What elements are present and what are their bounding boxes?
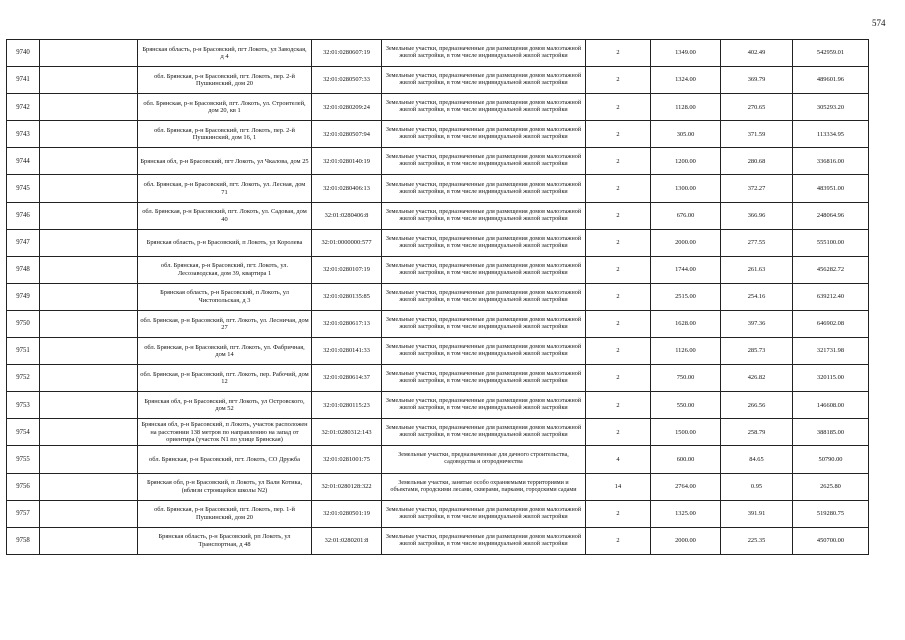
- table-row: [7, 500, 869, 527]
- land-use-cell: Земельные участки, предназначенные для размещения домов малоэтажной жилой застройки, в том числе индивидуальной жилой застройки: [382, 202, 586, 229]
- table-row: [7, 121, 869, 148]
- address-cell: обл. Брянская, р-н Брасовский, пгт. Локоть, ул. Строителей, дом 20, кв 1: [138, 94, 312, 121]
- page-number: 574: [872, 18, 886, 28]
- address-cell: обл. Брянская, р-н Брасовский, пгт. Локоть, пер. 1-й Пушкинский, дом 20: [138, 500, 312, 527]
- address-cell: Брянская область, р-н Брасовский, п Локоть, ул Чистопольская, д 3: [138, 283, 312, 310]
- cadastral-number-cell: 32:01:0280209:24: [312, 94, 382, 121]
- row-number-cell: 9743: [7, 121, 40, 148]
- use-code-cell: 2: [586, 121, 651, 148]
- address-cell: обл. Брянская, р-н Брасовский, пгт. Локоть, ул. Лесозаводская, дом 39, квартира 1: [138, 256, 312, 283]
- table-row: [7, 148, 869, 175]
- use-code-cell: 2: [586, 338, 651, 365]
- use-code-cell: 2: [586, 175, 651, 202]
- specific-value-cell: 0.95: [721, 473, 793, 500]
- land-use-cell: Земельные участки, занятые особо охраняемыми территориями и объектами, городскими лесами, скверами, парками, городскими садами: [382, 473, 586, 500]
- cadastral-value-cell: 321731.98: [793, 338, 869, 365]
- specific-value-cell: 402.49: [721, 40, 793, 67]
- use-code-cell: 2: [586, 392, 651, 419]
- empty-cell: [40, 365, 138, 392]
- table-row: [7, 446, 869, 473]
- address-cell: обл. Брянская, р-н Брасовский, пгт. Локоть, СО Дружба: [138, 446, 312, 473]
- table-row: [7, 202, 869, 229]
- use-code-cell: 2: [586, 229, 651, 256]
- land-use-cell: Земельные участки, предназначенные для размещения домов малоэтажной жилой застройки, в том числе индивидуальной жилой застройки: [382, 500, 586, 527]
- row-number-cell: 9747: [7, 229, 40, 256]
- specific-value-cell: 84.65: [721, 446, 793, 473]
- address-cell: Брянская область, р-н Брасовский, п Локоть, ул Королева: [138, 229, 312, 256]
- address-cell: Брянская область, р-н Брасовский, пгт Локоть, ул Заводская, д 4: [138, 40, 312, 67]
- use-code-cell: 2: [586, 419, 651, 446]
- specific-value-cell: 280.68: [721, 148, 793, 175]
- cadastral-value-cell: 388185.00: [793, 419, 869, 446]
- area-cell: 1300.00: [651, 175, 721, 202]
- specific-value-cell: 277.55: [721, 229, 793, 256]
- cadastral-number-cell: 32:01:0281001:75: [312, 446, 382, 473]
- use-code-cell: 2: [586, 283, 651, 310]
- area-cell: 676.00: [651, 202, 721, 229]
- address-cell: Брянская обл, р-н Брасовский, п Локоть, участок расположен на расстоянии 138 метров по направлению на запад от ориентира (участок N1 по улице Брянская): [138, 419, 312, 446]
- cadastral-value-cell: 146608.00: [793, 392, 869, 419]
- area-cell: 1325.00: [651, 500, 721, 527]
- address-cell: обл. Брянская, р-н Брасовский, пгт. Локоть, пер. 2-й Пушкинский, дом 20: [138, 67, 312, 94]
- address-cell: обл. Брянская, р-н Брасовский, пгт. Локоть, пер. Рабочий, дом 12: [138, 365, 312, 392]
- land-use-cell: Земельные участки, предназначенные для размещения домов малоэтажной жилой застройки, в том числе индивидуальной жилой застройки: [382, 40, 586, 67]
- empty-cell: [40, 256, 138, 283]
- land-use-cell: Земельные участки, предназначенные для размещения домов малоэтажной жилой застройки, в том числе индивидуальной жилой застройки: [382, 419, 586, 446]
- table-row: [7, 67, 869, 94]
- empty-cell: [40, 473, 138, 500]
- empty-cell: [40, 446, 138, 473]
- empty-cell: [40, 67, 138, 94]
- specific-value-cell: 258.79: [721, 419, 793, 446]
- cadastral-value-cell: 483951.00: [793, 175, 869, 202]
- area-cell: 1128.00: [651, 94, 721, 121]
- use-code-cell: 2: [586, 148, 651, 175]
- use-code-cell: 2: [586, 256, 651, 283]
- cadastral-value-cell: 456282.72: [793, 256, 869, 283]
- cadastral-number-cell: 32:01:0280140:19: [312, 148, 382, 175]
- empty-cell: [40, 527, 138, 554]
- row-number-cell: 9750: [7, 310, 40, 337]
- land-use-cell: Земельные участки, предназначенные для размещения домов малоэтажной жилой застройки, в том числе индивидуальной жилой застройки: [382, 121, 586, 148]
- table-row: [7, 419, 869, 446]
- use-code-cell: 2: [586, 40, 651, 67]
- empty-cell: [40, 283, 138, 310]
- land-use-cell: Земельные участки, предназначенные для размещения домов малоэтажной жилой застройки, в том числе индивидуальной жилой застройки: [382, 310, 586, 337]
- row-number-cell: 9749: [7, 283, 40, 310]
- area-cell: 1200.00: [651, 148, 721, 175]
- cadastral-number-cell: 32:01:0280507:33: [312, 67, 382, 94]
- address-cell: обл. Брянская, р-н Брасовский, пгт. Локоть, ул. Фабричная, дом 14: [138, 338, 312, 365]
- use-code-cell: 2: [586, 365, 651, 392]
- use-code-cell: 2: [586, 500, 651, 527]
- land-use-cell: Земельные участки, предназначенные для размещения домов малоэтажной жилой застройки, в том числе индивидуальной жилой застройки: [382, 527, 586, 554]
- use-code-cell: 2: [586, 202, 651, 229]
- specific-value-cell: 266.56: [721, 392, 793, 419]
- area-cell: 550.00: [651, 392, 721, 419]
- area-cell: 600.00: [651, 446, 721, 473]
- row-number-cell: 9751: [7, 338, 40, 365]
- empty-cell: [40, 121, 138, 148]
- empty-cell: [40, 338, 138, 365]
- cadastral-value-cell: 50790.00: [793, 446, 869, 473]
- land-use-cell: Земельные участки, предназначенные для размещения домов малоэтажной жилой застройки, в том числе индивидуальной жилой застройки: [382, 392, 586, 419]
- cadastral-value-cell: 113334.95: [793, 121, 869, 148]
- address-cell: Брянская обл, р-н Брасовский, пгт Локоть, ул Чкалова, дом 25: [138, 148, 312, 175]
- row-number-cell: 9758: [7, 527, 40, 554]
- empty-cell: [40, 40, 138, 67]
- table-row: [7, 40, 869, 67]
- land-use-cell: Земельные участки, предназначенные для размещения домов малоэтажной жилой застройки, в том числе индивидуальной жилой застройки: [382, 94, 586, 121]
- cadastral-number-cell: 32:01:0280312:143: [312, 419, 382, 446]
- land-use-cell: Земельные участки, предназначенные для размещения домов малоэтажной жилой застройки, в том числе индивидуальной жилой застройки: [382, 365, 586, 392]
- row-number-cell: 9753: [7, 392, 40, 419]
- cadastral-number-cell: 32:01:0280128:322: [312, 473, 382, 500]
- cadastral-value-cell: 555100.00: [793, 229, 869, 256]
- row-number-cell: 9752: [7, 365, 40, 392]
- area-cell: 2764.00: [651, 473, 721, 500]
- cadastral-number-cell: 32:01:0280614:37: [312, 365, 382, 392]
- row-number-cell: 9757: [7, 500, 40, 527]
- empty-cell: [40, 175, 138, 202]
- use-code-cell: 2: [586, 310, 651, 337]
- specific-value-cell: 254.16: [721, 283, 793, 310]
- area-cell: 2000.00: [651, 229, 721, 256]
- empty-cell: [40, 310, 138, 337]
- land-use-cell: Земельные участки, предназначенные для дачного строительства, садоводства и огородничества: [382, 446, 586, 473]
- use-code-cell: 2: [586, 527, 651, 554]
- area-cell: 305.00: [651, 121, 721, 148]
- empty-cell: [40, 148, 138, 175]
- cadastral-number-cell: 32:01:0000000:577: [312, 229, 382, 256]
- cadastral-value-cell: 519280.75: [793, 500, 869, 527]
- cadastral-value-cell: 639212.40: [793, 283, 869, 310]
- specific-value-cell: 285.73: [721, 338, 793, 365]
- specific-value-cell: 397.36: [721, 310, 793, 337]
- row-number-cell: 9754: [7, 419, 40, 446]
- cadastral-value-cell: 305293.20: [793, 94, 869, 121]
- specific-value-cell: 270.65: [721, 94, 793, 121]
- cadastral-number-cell: 32:01:0280107:19: [312, 256, 382, 283]
- cadastral-value-cell: 450700.00: [793, 527, 869, 554]
- table-row: [7, 527, 869, 554]
- cadastral-number-cell: 32:01:0280406:13: [312, 175, 382, 202]
- table-row: [7, 392, 869, 419]
- specific-value-cell: 426.82: [721, 365, 793, 392]
- row-number-cell: 9756: [7, 473, 40, 500]
- use-code-cell: 2: [586, 94, 651, 121]
- cadastral-number-cell: 32:01:0280406:8: [312, 202, 382, 229]
- empty-cell: [40, 500, 138, 527]
- land-use-cell: Земельные участки, предназначенные для размещения домов малоэтажной жилой застройки, в том числе индивидуальной жилой застройки: [382, 283, 586, 310]
- table-row: [7, 256, 869, 283]
- address-cell: обл. Брянская, р-н Брасовский, пгт. Локоть, ул. Садовая, дом 40: [138, 202, 312, 229]
- cadastral-number-cell: 32:01:0280201:8: [312, 527, 382, 554]
- row-number-cell: 9745: [7, 175, 40, 202]
- row-number-cell: 9746: [7, 202, 40, 229]
- empty-cell: [40, 419, 138, 446]
- cadastral-value-cell: 2625.80: [793, 473, 869, 500]
- area-cell: 1349.00: [651, 40, 721, 67]
- cadastral-number-cell: 32:01:0280507:94: [312, 121, 382, 148]
- empty-cell: [40, 392, 138, 419]
- cadastral-value-table: [6, 39, 869, 555]
- address-cell: обл. Брянская, р-н Брасовский, пгт. Локоть, ул. Лесная, дом 71: [138, 175, 312, 202]
- area-cell: 1324.00: [651, 67, 721, 94]
- use-code-cell: 4: [586, 446, 651, 473]
- row-number-cell: 9744: [7, 148, 40, 175]
- area-cell: 2000.00: [651, 527, 721, 554]
- land-use-cell: Земельные участки, предназначенные для размещения домов малоэтажной жилой застройки, в том числе индивидуальной жилой застройки: [382, 175, 586, 202]
- cadastral-number-cell: 32:01:0280135:85: [312, 283, 382, 310]
- area-cell: 2515.00: [651, 283, 721, 310]
- empty-cell: [40, 229, 138, 256]
- specific-value-cell: 225.35: [721, 527, 793, 554]
- specific-value-cell: 261.63: [721, 256, 793, 283]
- specific-value-cell: 372.27: [721, 175, 793, 202]
- cadastral-number-cell: 32:01:0280617:13: [312, 310, 382, 337]
- specific-value-cell: 369.79: [721, 67, 793, 94]
- cadastral-value-cell: 489601.96: [793, 67, 869, 94]
- area-cell: 1628.00: [651, 310, 721, 337]
- row-number-cell: 9740: [7, 40, 40, 67]
- table-row: [7, 283, 869, 310]
- address-cell: обл. Брянская, р-н Брасовский, пгт. Локоть, пер. 2-й Пушкинский, дом 16, 1: [138, 121, 312, 148]
- land-use-cell: Земельные участки, предназначенные для размещения домов малоэтажной жилой застройки, в том числе индивидуальной жилой застройки: [382, 229, 586, 256]
- cadastral-value-cell: 646902.08: [793, 310, 869, 337]
- cadastral-value-cell: 320115.00: [793, 365, 869, 392]
- specific-value-cell: 391.91: [721, 500, 793, 527]
- row-number-cell: 9742: [7, 94, 40, 121]
- use-code-cell: 2: [586, 67, 651, 94]
- area-cell: 1744.00: [651, 256, 721, 283]
- address-cell: Брянская обл, р-н Брасовский, п Локоть, ул Вали Котика, (вблизи строящейся школы N2): [138, 473, 312, 500]
- row-number-cell: 9741: [7, 67, 40, 94]
- table-row: [7, 365, 869, 392]
- table-row: [7, 229, 869, 256]
- table-row: [7, 175, 869, 202]
- cadastral-number-cell: 32:01:0280141:33: [312, 338, 382, 365]
- land-use-cell: Земельные участки, предназначенные для размещения домов малоэтажной жилой застройки, в том числе индивидуальной жилой застройки: [382, 256, 586, 283]
- empty-cell: [40, 94, 138, 121]
- address-cell: обл. Брянская, р-н Брасовский, пгт. Локоть, ул. Лесничая, дом 27: [138, 310, 312, 337]
- specific-value-cell: 366.96: [721, 202, 793, 229]
- address-cell: Брянская обл, р-н Брасовский, пгт Локоть, ул Островского, дом 52: [138, 392, 312, 419]
- cadastral-number-cell: 32:01:0280607:19: [312, 40, 382, 67]
- use-code-cell: 14: [586, 473, 651, 500]
- row-number-cell: 9748: [7, 256, 40, 283]
- table-row: [7, 338, 869, 365]
- address-cell: Брянская область, р-н Брасовский, рп Локоть, ул Транспортная, д 48: [138, 527, 312, 554]
- table-row: [7, 473, 869, 500]
- cadastral-value-cell: 248064.96: [793, 202, 869, 229]
- area-cell: 1126.00: [651, 338, 721, 365]
- land-use-cell: Земельные участки, предназначенные для размещения домов малоэтажной жилой застройки, в том числе индивидуальной жилой застройки: [382, 148, 586, 175]
- specific-value-cell: 371.59: [721, 121, 793, 148]
- cadastral-value-cell: 336816.00: [793, 148, 869, 175]
- empty-cell: [40, 202, 138, 229]
- area-cell: 1500.00: [651, 419, 721, 446]
- row-number-cell: 9755: [7, 446, 40, 473]
- cadastral-value-cell: 542959.01: [793, 40, 869, 67]
- table-row: [7, 94, 869, 121]
- cadastral-number-cell: 32:01:0280501:19: [312, 500, 382, 527]
- area-cell: 750.00: [651, 365, 721, 392]
- land-use-cell: Земельные участки, предназначенные для размещения домов малоэтажной жилой застройки, в том числе индивидуальной жилой застройки: [382, 67, 586, 94]
- table-row: [7, 310, 869, 337]
- land-use-cell: Земельные участки, предназначенные для размещения домов малоэтажной жилой застройки, в том числе индивидуальной жилой застройки: [382, 338, 586, 365]
- cadastral-number-cell: 32:01:0280115:23: [312, 392, 382, 419]
